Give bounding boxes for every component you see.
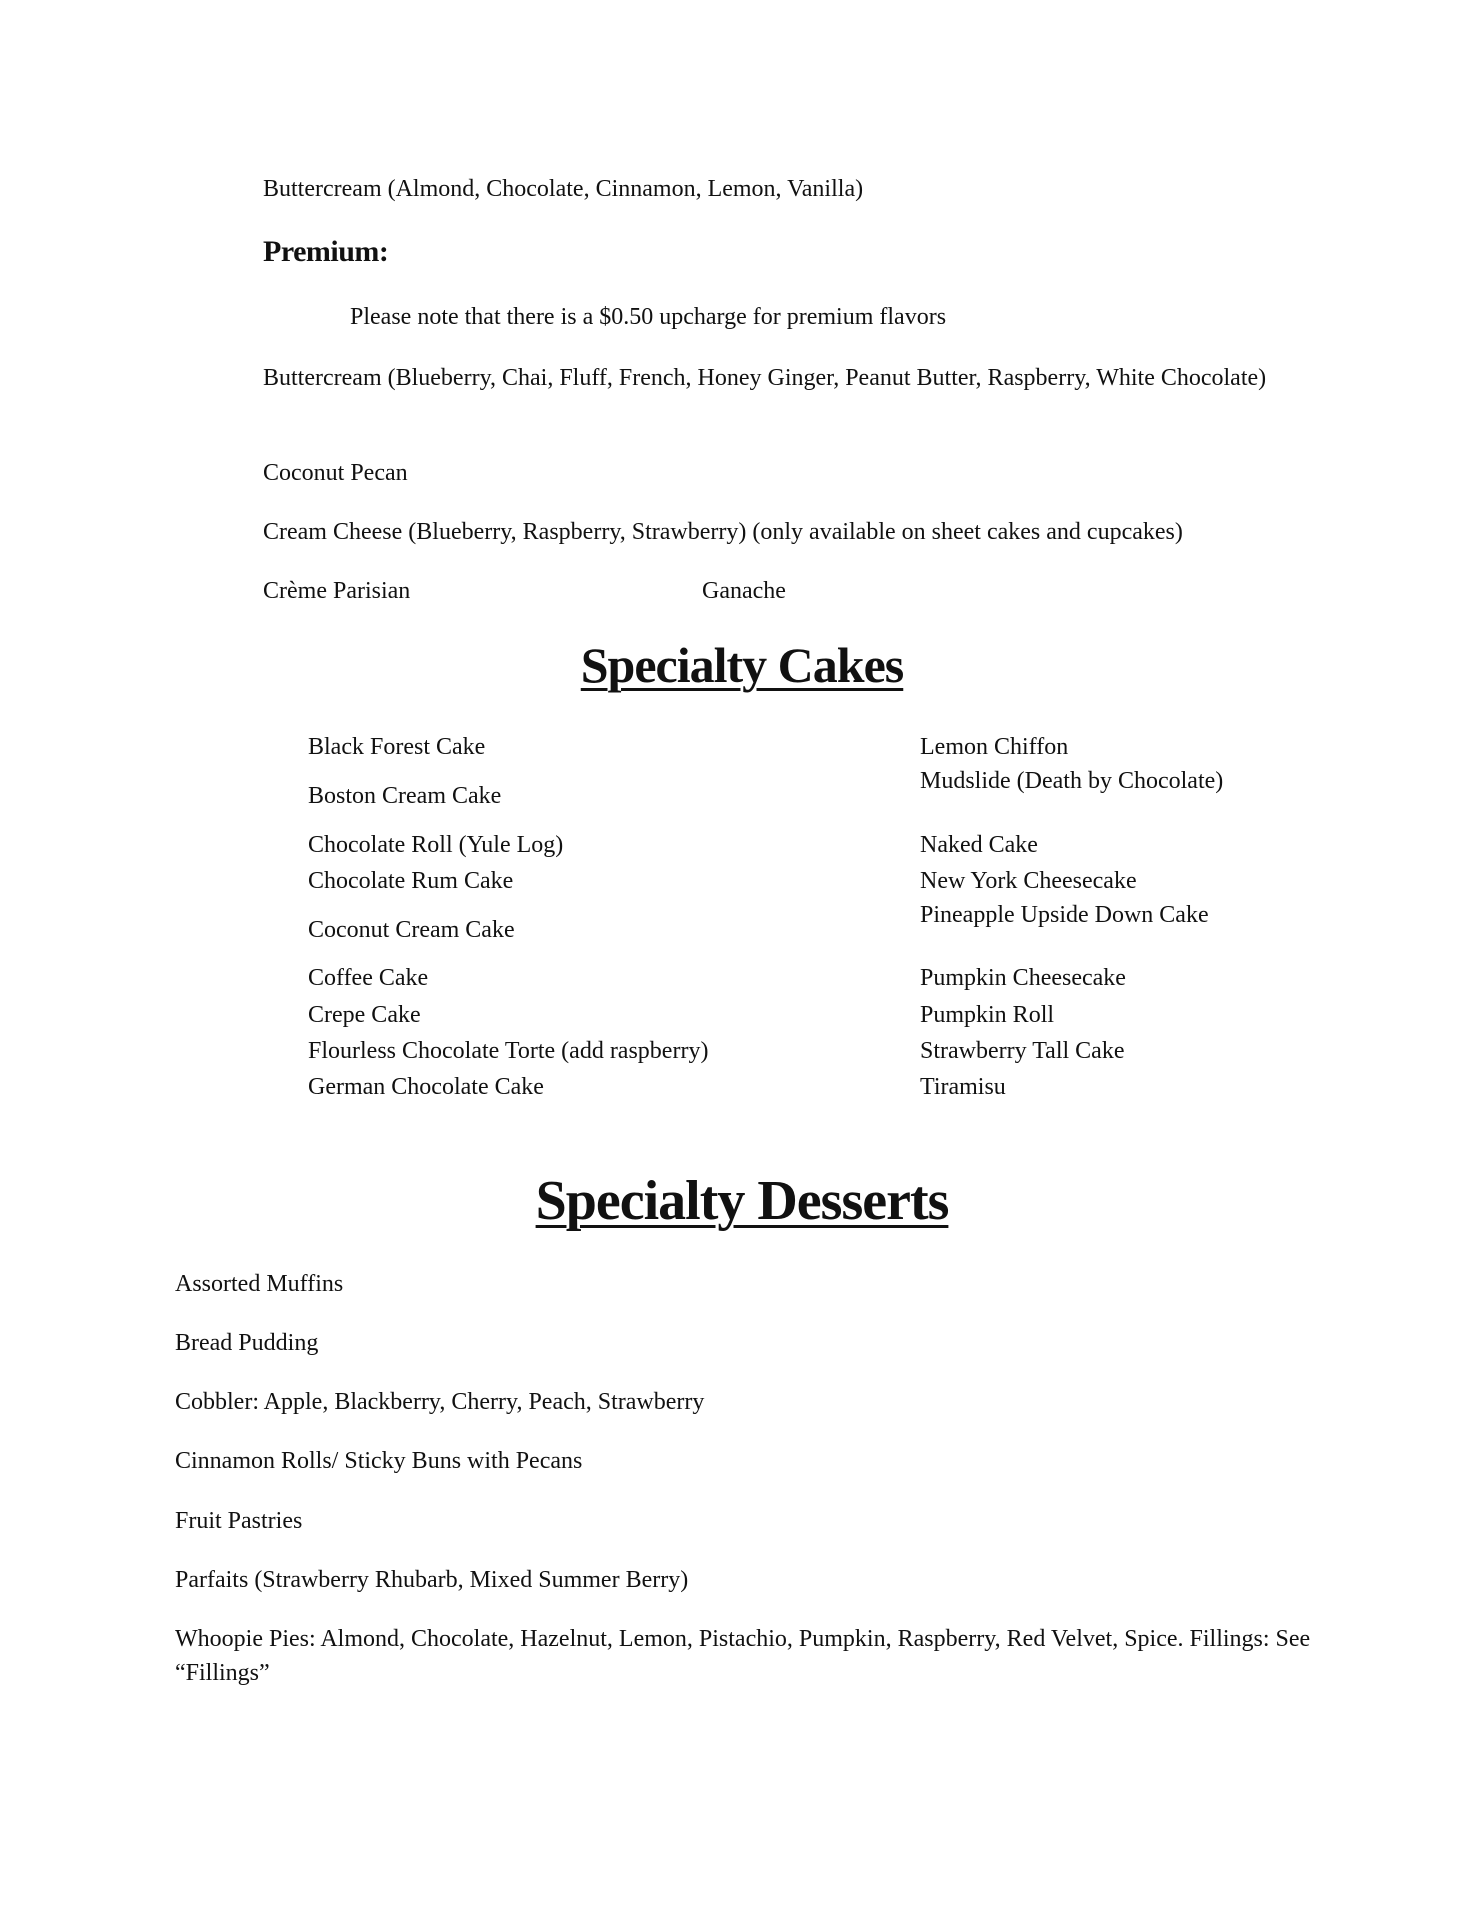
dessert-item: Cobbler: Apple, Blackberry, Cherry, Peach, Strawberry bbox=[175, 1389, 705, 1415]
buttercream-premium-line: Buttercream (Blueberry, Chai, Fluff, French, Honey Ginger, Peanut Butter, Raspberry, White Chocolate) bbox=[263, 365, 1267, 391]
cake-item: New York Cheesecake bbox=[920, 868, 1137, 894]
buttercream-standard-line: Buttercream (Almond, Chocolate, Cinnamon, Lemon, Vanilla) bbox=[263, 176, 864, 202]
cake-item: Crepe Cake bbox=[308, 1002, 421, 1028]
cake-item: Chocolate Rum Cake bbox=[308, 868, 514, 894]
dessert-item: Cinnamon Rolls/ Sticky Buns with Pecans bbox=[175, 1448, 583, 1474]
cake-item: Coffee Cake bbox=[308, 965, 429, 991]
cake-item: Strawberry Tall Cake bbox=[920, 1038, 1125, 1064]
cake-item: German Chocolate Cake bbox=[308, 1074, 544, 1100]
cake-item: Pumpkin Cheesecake bbox=[920, 965, 1126, 991]
cake-item: Lemon Chiffon bbox=[920, 734, 1069, 760]
specialty-desserts-title: Specialty Desserts bbox=[535, 1170, 949, 1232]
dessert-item: Bread Pudding bbox=[175, 1330, 319, 1356]
ganache-line: Ganache bbox=[702, 578, 786, 604]
specialty-cakes-title: Specialty Cakes bbox=[580, 637, 904, 693]
dessert-item: Parfaits (Strawberry Rhubarb, Mixed Summer Berry) bbox=[175, 1567, 689, 1593]
cake-item: Naked Cake bbox=[920, 832, 1038, 858]
cake-item: Chocolate Roll (Yule Log) bbox=[308, 832, 564, 858]
premium-upcharge-note: Please note that there is a $0.50 upcharge for premium flavors bbox=[350, 304, 947, 330]
creme-parisian-line: Crème Parisian bbox=[263, 578, 411, 604]
dessert-item: Assorted Muffins bbox=[175, 1271, 344, 1297]
cake-item: Pumpkin Roll bbox=[920, 1002, 1055, 1028]
premium-heading: Premium: bbox=[263, 235, 389, 268]
cake-item: Coconut Cream Cake bbox=[308, 917, 515, 943]
cake-item: Pineapple Upside Down Cake bbox=[920, 902, 1209, 928]
cake-item: Tiramisu bbox=[920, 1074, 1006, 1100]
dessert-item: Fruit Pastries bbox=[175, 1508, 303, 1534]
cake-item: Black Forest Cake bbox=[308, 734, 486, 760]
cake-item: Boston Cream Cake bbox=[308, 783, 502, 809]
coconut-pecan-line: Coconut Pecan bbox=[263, 460, 408, 486]
cake-item: Flourless Chocolate Torte (add raspberry) bbox=[308, 1038, 709, 1064]
cake-item: Mudslide (Death by Chocolate) bbox=[920, 768, 1224, 794]
cream-cheese-line: Cream Cheese (Blueberry, Raspberry, Strawberry) (only available on sheet cakes and cupcakes) bbox=[263, 519, 1183, 545]
dessert-item: Whoopie Pies: Almond, Chocolate, Hazelnut, Lemon, Pistachio, Pumpkin, Raspberry, Red Velvet, Spice. Fillings: See “Fillings” bbox=[175, 1626, 1311, 1686]
